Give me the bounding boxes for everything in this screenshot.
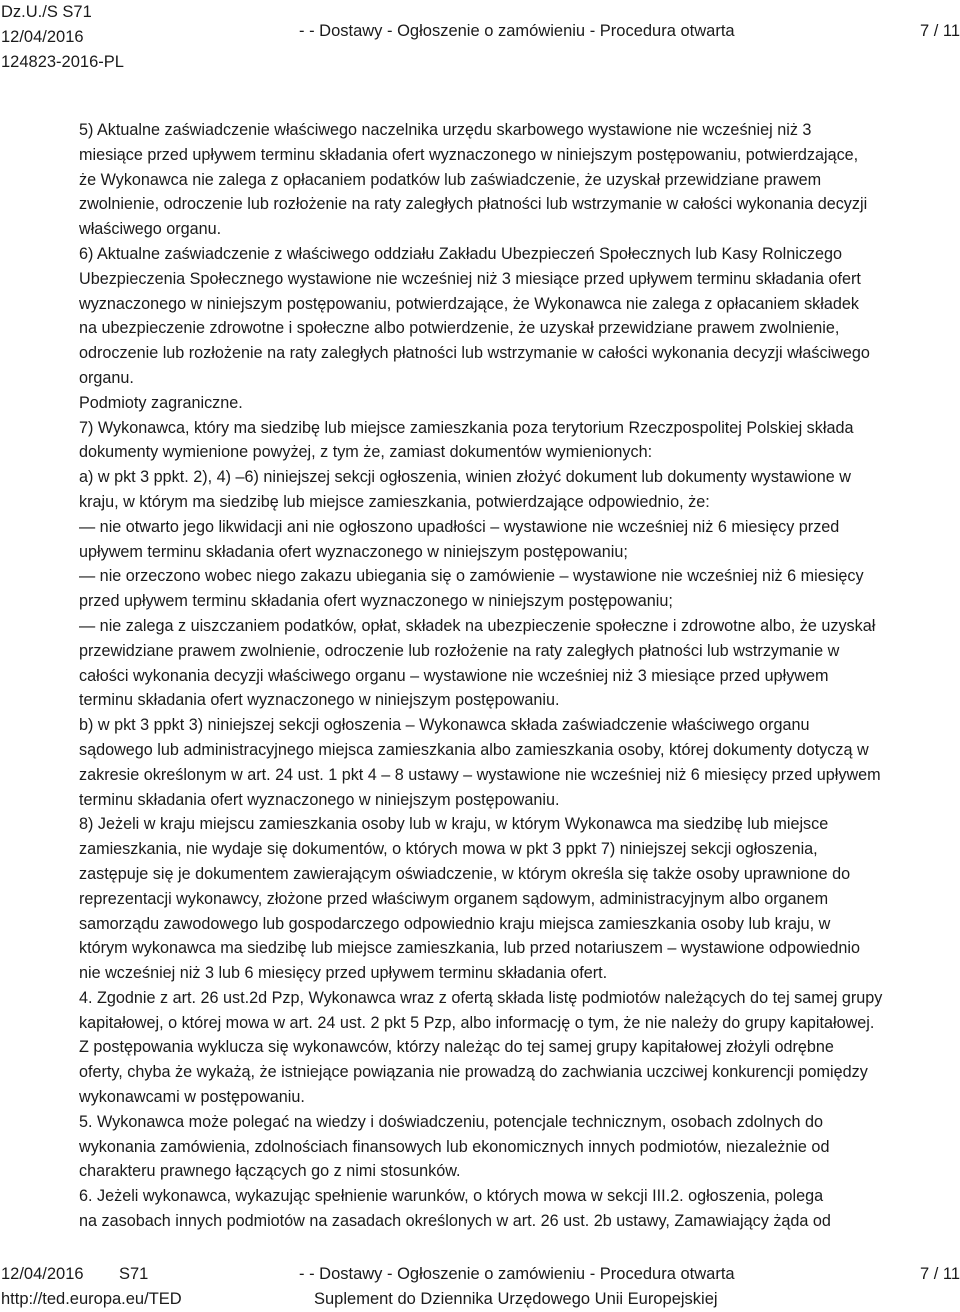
body-line: nie wcześniej niż 3 lub 6 miesięcy przed upływem terminu składania ofert.	[79, 964, 608, 983]
body-line: b) w pkt 3 ppkt 3) niniejszej sekcji ogłoszenia – Wykonawca składa zaświadczenie właściwego organu	[79, 716, 810, 735]
body-line: terminu składania ofert wyznaczonego w niniejszym postępowaniu.	[79, 691, 560, 710]
body-line: 5) Aktualne zaświadczenie właściwego naczelnika urzędu skarbowego wystawione nie wcześniej niż 3	[79, 121, 812, 139]
body-line: przed upływem terminu składania ofert wyznaczonego w niniejszym postępowaniu;	[79, 592, 673, 611]
footer-url[interactable]: http://ted.europa.eu/TED	[1, 1290, 182, 1308]
header-title: - - Dostawy - Ogłoszenie o zamówieniu - Procedura otwarta	[299, 22, 735, 40]
body-line: sądowego lub administracyjnego miejsca zamieszkania albo zamieszkania osoby, której dokumenty dotyczą w	[79, 740, 869, 759]
body-line: samorządu zawodowego lub gospodarczego odpowiednio kraju miejsca zamieszkania osoby lub kraju, w	[79, 914, 831, 933]
body-line: zwolnienie, odroczenie lub rozłożenie na raty zaległych płatności lub wstrzymanie w całości wykonania decyzji	[79, 195, 868, 214]
footer-supplement: Suplement do Dziennika Urzędowego Unii Europejskiej	[314, 1290, 718, 1308]
body-line: — nie zalega z uiszczaniem podatków, opłat, składek na ubezpieczenie społeczne i zdrowotne albo, że uzyskał	[79, 616, 876, 635]
doc-ref: Dz.U./S S71	[1, 3, 92, 21]
footer-series: S71	[119, 1265, 149, 1283]
body-line: Podmioty zagraniczne.	[79, 393, 243, 412]
body-line: przewidziane prawem zwolnienie, odroczenie lub rozłożenie na raty zaległych płatności lub wstrzymanie w	[79, 641, 840, 660]
body-line: 5. Wykonawca może polegać na wiedzy i doświadczeniu, potencjale technicznym, osobach zdolnych do	[79, 1112, 823, 1131]
body-line: 7) Wykonawca, który ma siedzibę lub miejsce zamieszkania poza terytorium Rzeczpospolitej Polskiej składa	[79, 418, 854, 437]
body-line: oferty, chyba że wykażą, że istniejące powiązania nie prowadzą do zachwiania uczciwej konkurencji pomiędzy	[79, 1063, 868, 1082]
footer-center	[299, 1262, 735, 1312]
body-line: zakresie określonym w art. 24 ust. 1 pkt 4 – 8 ustawy – wystawione nie wcześniej niż 6 miesięcy przed upływem	[79, 765, 881, 784]
body-line: upływem terminu składania ofert wyznaczonego w niniejszym postępowaniu;	[79, 542, 628, 561]
notice-body	[79, 118, 959, 1234]
body-line: właściwego organu.	[79, 220, 222, 239]
header-page-number: 7 / 11	[919, 22, 960, 40]
body-line: — nie otwarto jego likwidacji ani nie ogłoszono upadłości – wystawione nie wcześniej niż 6 miesięcy przed	[79, 517, 840, 536]
body-line: reprezentacji wykonawcy, złożone przed właściwym organem sądowym, administracyjnym albo organem	[79, 889, 829, 908]
body-line: 8) Jeżeli w kraju miejscu zamieszkania osoby lub w kraju, w którym Wykonawca ma siedzibę lub miejsce	[79, 815, 829, 834]
footer-title: - - Dostawy - Ogłoszenie o zamówieniu - Procedura otwarta	[299, 1265, 735, 1283]
header-right	[920, 19, 960, 44]
body-line: Z postępowania wyklucza się wykonawców, którzy należąc do tej samej grupy kapitałowej złożyli odrębne	[79, 1038, 834, 1057]
body-line: na zasobach innych podmiotów na zasadach określonych w art. 26 ust. 2b ustawy, Zamawiający żąda od	[79, 1212, 831, 1231]
body-line: dokumenty wymienione powyżej, z tym że, zamiast dokumentów wymienionych:	[79, 443, 653, 462]
body-line: którym wykonawca ma siedzibę lub miejsce zamieszkania, lub przed notariuszem – wystawione odpowiednio	[79, 939, 860, 958]
body-line: wyznaczonego w niniejszym postępowaniu, potwierdzające, że Wykonawca nie zalega z opłacaniem składek	[79, 294, 859, 313]
body-line: a) w pkt 3 ppkt. 2), 4) –6) niniejszej sekcji ogłoszenia, winien złożyć dokument lub dokumenty wystawione w	[79, 468, 851, 487]
header-date: 12/04/2016	[1, 28, 84, 46]
doc-number: 124823-2016-PL	[1, 53, 124, 71]
header-left	[1, 0, 124, 75]
body-line: — nie orzeczono wobec niego zakazu ubiegania się o zamówienie – wystawione nie wcześniej niż 6 miesięcy	[79, 567, 864, 586]
footer-page-number: 7 / 11	[919, 1265, 960, 1283]
body-line: całości wykonania decyzji właściwego organu – wystawione nie wcześniej niż 3 miesiące przed upływem	[79, 666, 829, 685]
body-line: zastępuje się je dokumentem zawierającym oświadczenie, w którym określa się także osoby uprawnione do	[79, 864, 851, 883]
body-line: 4. Zgodnie z art. 26 ust.2d Pzp, Wykonawca wraz z ofertą składa listę podmiotów należących do tej samej grupy	[79, 988, 883, 1007]
body-line: Ubezpieczenia Społecznego wystawione nie wcześniej niż 3 miesiące przed upływem terminu składania ofert	[79, 269, 861, 288]
body-line: organu.	[79, 368, 134, 387]
footer-date: 12/04/2016	[1, 1265, 84, 1283]
header-center	[299, 19, 735, 44]
body-line: odroczenie lub rozłożenie na raty zaległych płatności lub wstrzymanie w całości wykonania decyzji właściwego	[79, 344, 870, 363]
body-line: miesiące przed upływem terminu składania ofert wyznaczonego w niniejszym postępowaniu, potwierdzające,	[79, 145, 859, 164]
body-line: charakteru prawnego łączących go z nimi stosunków.	[79, 1162, 461, 1181]
body-line: 6) Aktualne zaświadczenie z właściwego oddziału Zakładu Ubezpieczeń Społecznych lub Kasy Rolniczego	[79, 244, 843, 263]
body-line: terminu składania ofert wyznaczonego w niniejszym postępowaniu.	[79, 790, 560, 809]
body-line: wykonawcami w postępowaniu.	[79, 1088, 305, 1107]
body-line: kapitałowej, o której mowa w art. 24 ust. 2 pkt 5 Pzp, albo informację o tym, że nie należy do grupy kapitałowej.	[79, 1013, 875, 1032]
footer-left	[1, 1262, 182, 1312]
body-line: że Wykonawca nie zalega z opłacaniem podatków lub zaświadczenie, że uzyskał przewidziane prawem	[79, 170, 822, 189]
footer-right	[920, 1262, 960, 1287]
body-line: kraju, w którym ma siedzibę lub miejsce zamieszkania, potwierdzające odpowiednio, że:	[79, 492, 710, 511]
body-line: 6. Jeżeli wykonawca, wykazując spełnienie warunków, o których mowa w sekcji III.2. ogłoszenia, polega	[79, 1187, 824, 1206]
body-line: wykonania zamówienia, zdolnościach finansowych lub ekonomicznych innych podmiotów, niezależnie od	[79, 1137, 830, 1156]
body-line: na ubezpieczenie zdrowotne i społeczne albo potwierdzenie, że uzyskał przewidziane prawem zwolnienie,	[79, 319, 840, 338]
body-line: zamieszkania, nie wydaje się dokumentów, o których mowa w pkt 3 ppkt 7) niniejszej sekcji ogłoszenia,	[79, 840, 818, 859]
